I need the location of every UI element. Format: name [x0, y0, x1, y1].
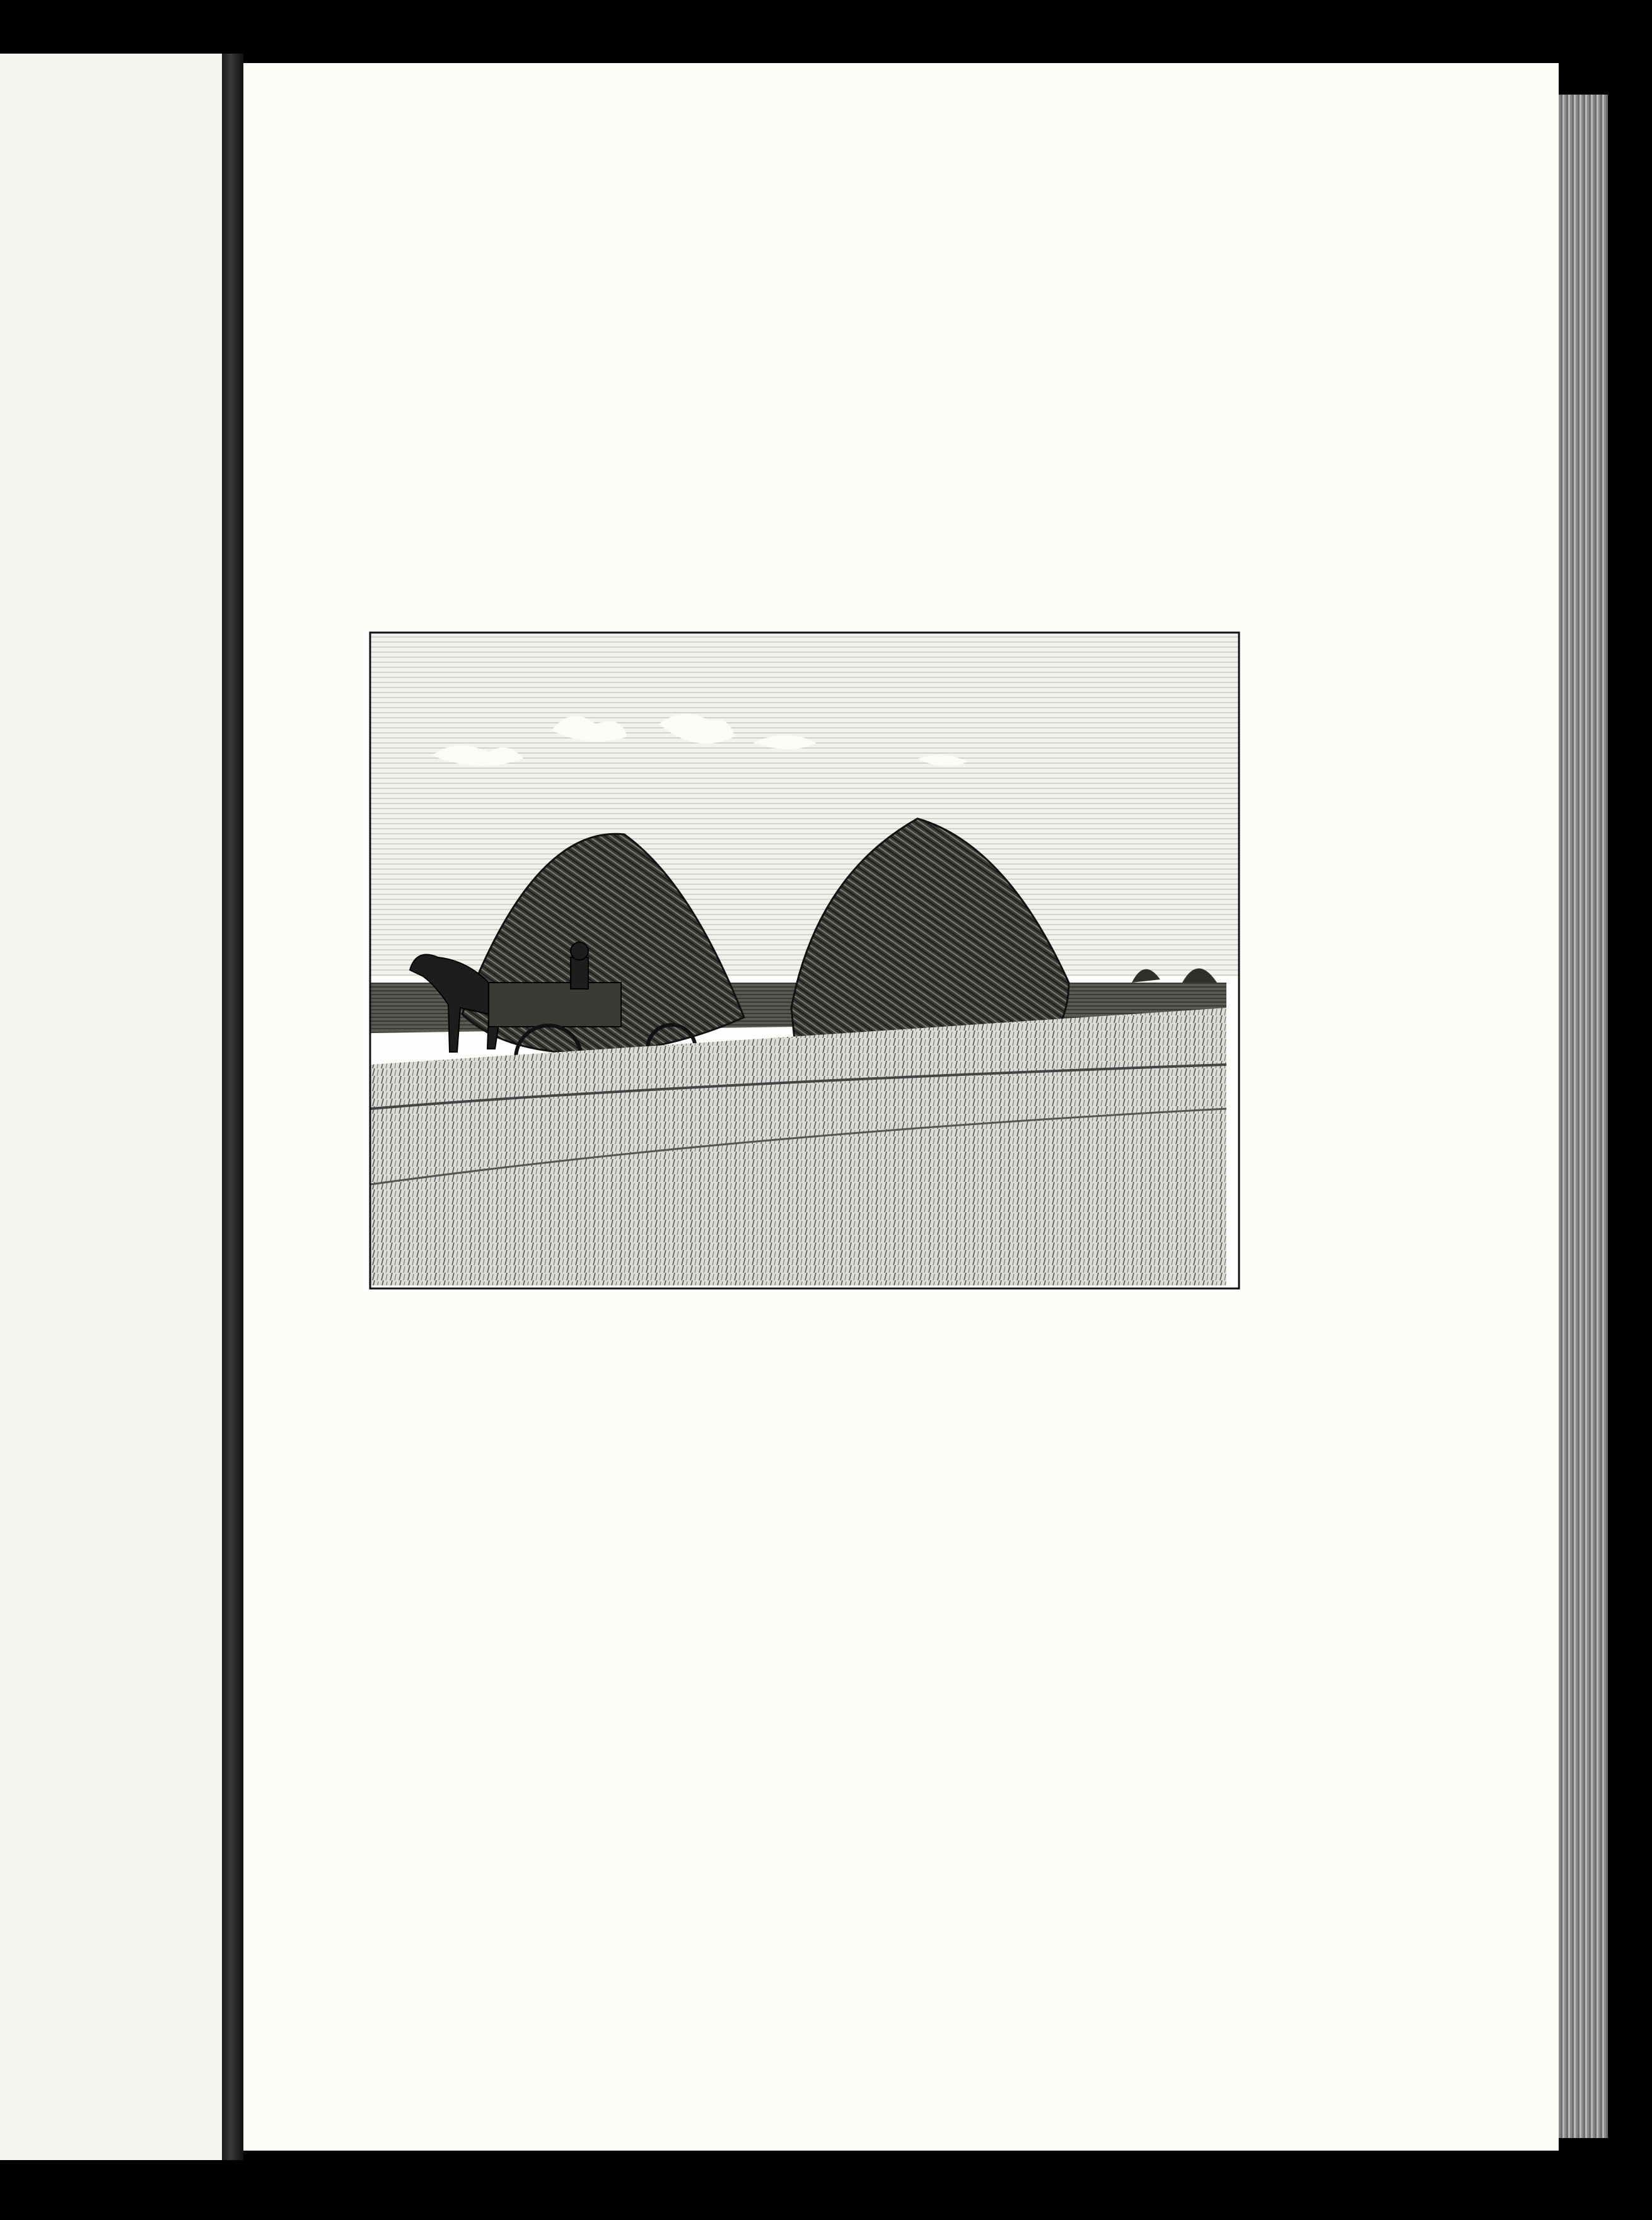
wheat-stacks-engraving [363, 629, 1240, 1293]
engraving-illustration [363, 629, 1240, 1293]
book-gutter [222, 54, 243, 2160]
sky [370, 633, 1239, 976]
left-page [0, 54, 222, 2160]
